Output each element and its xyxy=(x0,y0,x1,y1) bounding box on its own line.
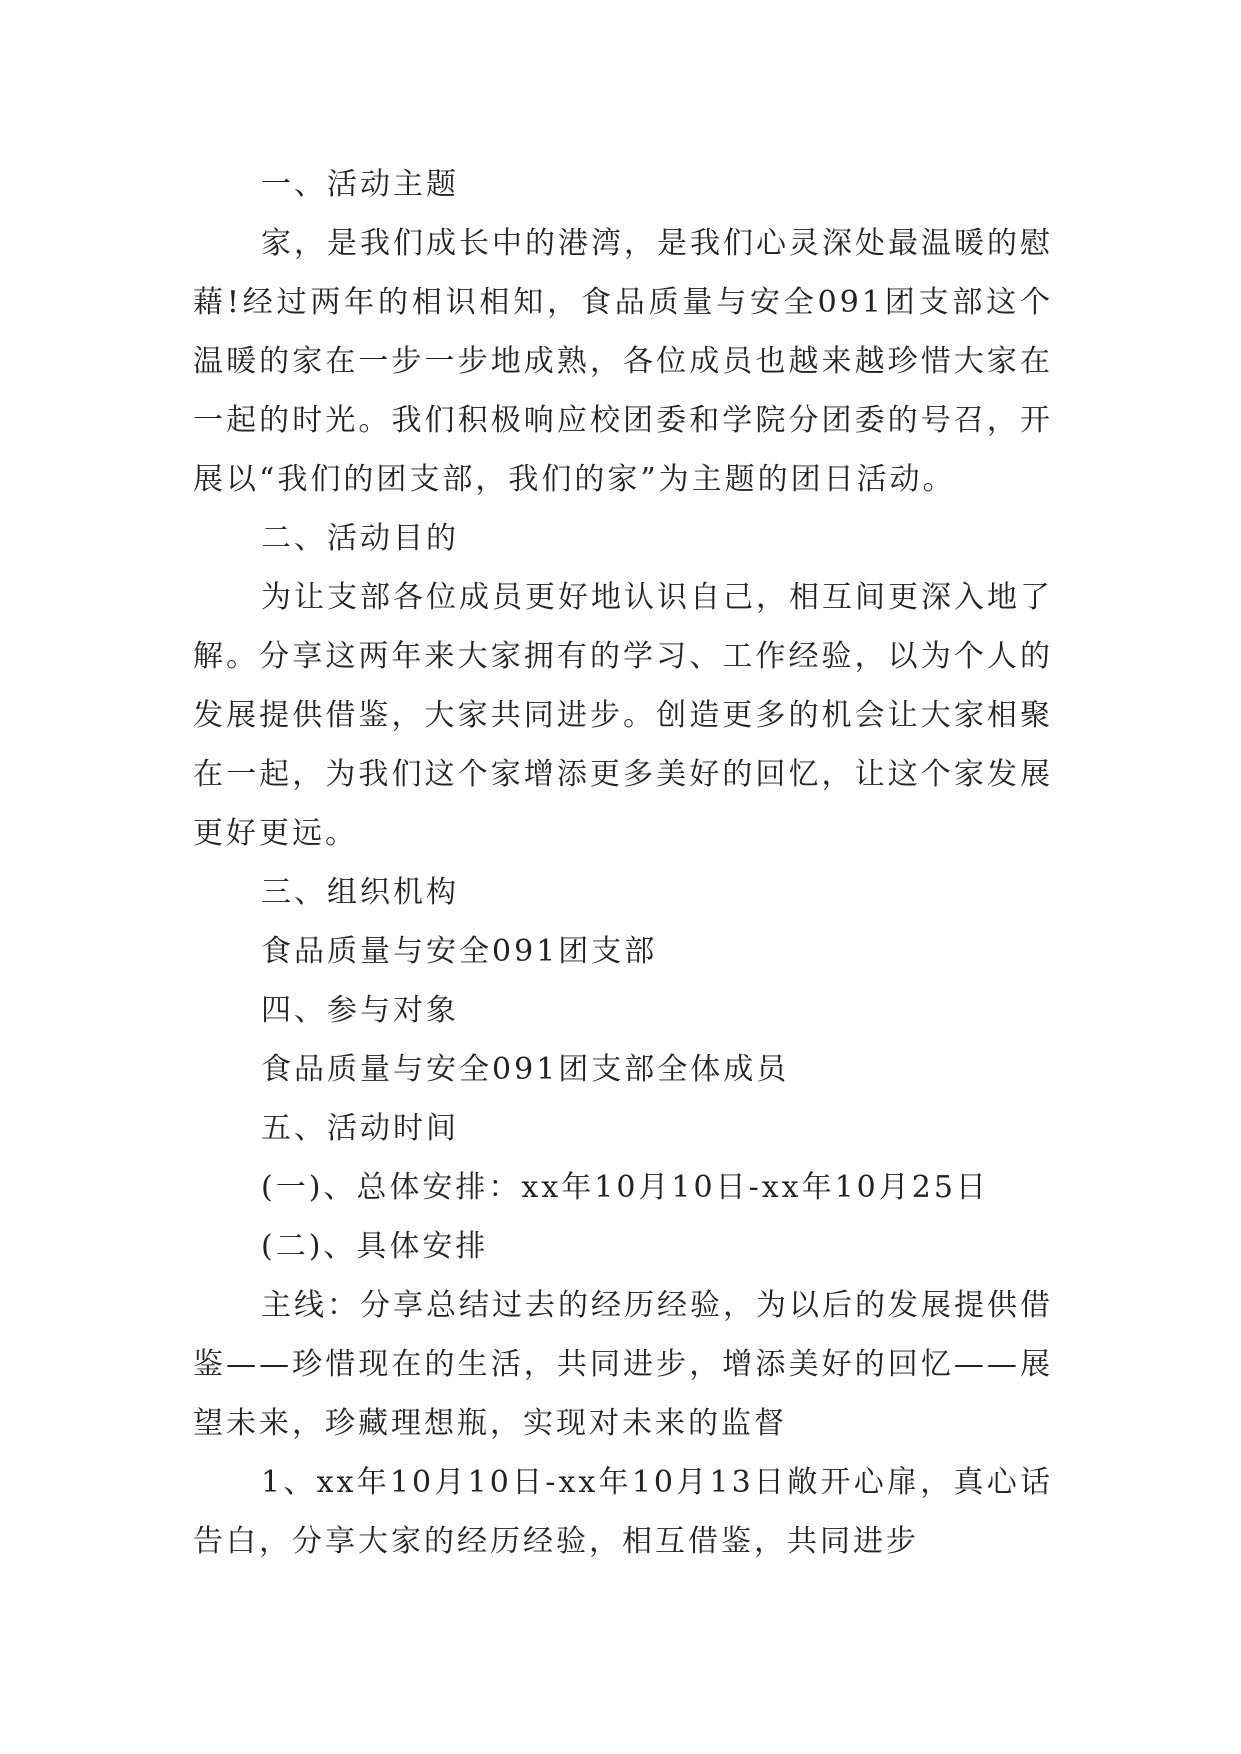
section-heading-theme: 一、活动主题 xyxy=(261,167,459,202)
paragraph-participants: 食品质量与安全091团支部全体成员 xyxy=(261,1052,790,1087)
paragraph-organization: 食品质量与安全091团支部 xyxy=(261,934,658,969)
section-heading-purpose: 二、活动目的 xyxy=(261,521,459,556)
paragraph-theme: 家，是我们成长中的港湾，是我们心灵深处最温暖的慰藉!经过两年的相识相知，食品质量与安全091团支部这个温暖的家在一步一步地成熟，各位成员也越来越珍惜大家在一起的时光。我们积极响应校团委和学院分团委的号召，开展以“我们的团支部，我们的家”为主题的团日活动。 xyxy=(193,226,1053,497)
paragraph-purpose: 为让支部各位成员更好地认识自己，相互间更深入地了解。分享这两年来大家拥有的学习、工作经验，以为个人的发展提供借鉴，大家共同进步。创造更多的机会让大家相聚在一起，为我们这个家增添更多美好的回忆，让这个家发展更好更远。 xyxy=(193,580,1053,851)
paragraph-schedule-item-1: 1、xx年10月10日-xx年10月13日敞开心扉，真心话告白，分享大家的经历经验，相互借鉴，共同进步 xyxy=(193,1465,1053,1559)
section-heading-participants: 四、参与对象 xyxy=(261,993,459,1028)
section-heading-organization: 三、组织机构 xyxy=(261,875,459,910)
document-page xyxy=(193,155,1053,1571)
paragraph-detailed-schedule: (二)、具体安排 xyxy=(261,1229,489,1264)
paragraph-overall-schedule: (一)、总体安排：xx年10月10日-xx年10月25日 xyxy=(261,1170,989,1205)
section-heading-time: 五、活动时间 xyxy=(261,1111,459,1146)
paragraph-mainline: 主线：分享总结过去的经历经验，为以后的发展提供借鉴——珍惜现在的生活，共同进步，增添美好的回忆——展望未来，珍藏理想瓶，实现对未来的监督 xyxy=(193,1288,1053,1441)
